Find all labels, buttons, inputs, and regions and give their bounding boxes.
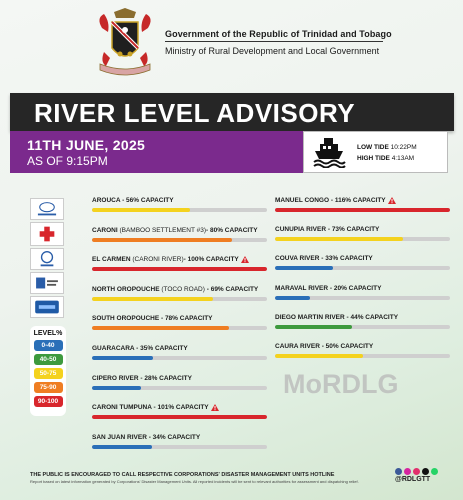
river-label [92, 226, 267, 235]
capacity-bar [275, 354, 363, 358]
odpm-logo [30, 248, 64, 270]
river-name: CARONI [92, 226, 118, 234]
river-name: CARONI TUMPUNA - 101% CAPACITY [92, 404, 209, 412]
river-label [92, 314, 267, 323]
capacity-track [92, 445, 267, 449]
legend-level-4: 90-100 [34, 396, 63, 407]
legend-level-2: 50-75 [34, 368, 63, 379]
advisory-date: 11TH JUNE, 2025 [27, 137, 146, 153]
river-item [92, 374, 267, 390]
high-tide-time: 4:13AM [391, 155, 415, 162]
river-item [92, 285, 267, 301]
river-item [275, 313, 450, 329]
works-transport-logo [30, 272, 64, 294]
capacity-bar [92, 267, 267, 271]
capacity-track [92, 415, 267, 419]
capacity-bar [92, 208, 190, 212]
river-item [92, 344, 267, 360]
river-label [92, 433, 267, 442]
capacity-bar [275, 237, 403, 241]
river-item [275, 284, 450, 300]
river-capacity: - 69% CAPACITY [204, 285, 259, 293]
capacity-track [275, 354, 450, 358]
river-label [92, 285, 267, 294]
river-name: CIPERO RIVER - 28% CAPACITY [92, 374, 192, 382]
capacity-track [92, 386, 267, 390]
legend-level-1: 40-50 [34, 354, 63, 365]
coat-of-arms-icon [94, 8, 156, 80]
header [0, 0, 463, 90]
capacity-track [275, 296, 450, 300]
river-label [275, 342, 450, 351]
capacity-bar [92, 238, 232, 242]
capacity-bar [275, 266, 333, 270]
capacity-bar [92, 386, 141, 390]
legend-title: LEVEL% [33, 330, 63, 337]
river-name: NORTH OROPOUCHE [92, 285, 160, 293]
capacity-track [92, 208, 267, 212]
river-name: CAURA RIVER - 50% CAPACITY [275, 343, 374, 350]
river-label [92, 374, 267, 383]
capacity-bar [92, 445, 152, 449]
river-item [92, 255, 267, 271]
low-tide-row [357, 144, 417, 151]
low-tide-time: 10:22PM [390, 144, 417, 151]
capacity-bar [92, 356, 153, 360]
river-label [92, 196, 267, 205]
capacity-track [92, 238, 267, 242]
river-label [275, 284, 450, 293]
river-label [92, 344, 267, 353]
ship-tide-icon [312, 136, 346, 168]
river-label [275, 313, 450, 322]
river-name: COUVA RIVER - 33% CAPACITY [275, 255, 373, 263]
advisory-banner [10, 93, 454, 131]
warning-triangle-icon [388, 197, 396, 204]
legend-level-0: 0-40 [34, 340, 63, 351]
red-cross-logo [30, 222, 64, 246]
river-item [275, 196, 450, 212]
capacity-track [92, 356, 267, 360]
footer-disclaimer: Report based on latest information generated by Corporations' Disaster Management Units. All reported incidents will be sent to relevant authorities for assessment and dispatching relief. [30, 479, 359, 484]
river-item [92, 403, 267, 419]
footer-hotline-notice: THE PUBLIC IS ENCOURAGED TO CALL RESPECTIVE CORPORATIONS' DISASTER MANAGEMENT UNITS HOTLINE [30, 472, 335, 478]
river-capacity: - 100% CAPACITY [183, 256, 239, 264]
instagram-icon[interactable] [404, 468, 411, 475]
river-label [275, 196, 450, 205]
river-item [92, 226, 267, 242]
river-location: (CARONI RIVER) [130, 256, 184, 264]
capacity-bar [275, 325, 352, 329]
river-name: MANUEL CONGO - 116% CAPACITY [275, 197, 386, 204]
river-name: DIEGO MARTIN RIVER - 44% CAPACITY [275, 313, 399, 321]
capacity-track [275, 266, 450, 270]
high-tide-label: HIGH TIDE [357, 155, 390, 162]
river-item [275, 254, 450, 270]
capacity-track [275, 325, 450, 329]
capacity-bar [275, 208, 450, 212]
river-label [275, 225, 450, 234]
watermark: MoRDLG [283, 369, 399, 399]
tide-panel [303, 131, 448, 173]
advisory-time: AS OF 9:15PM [27, 154, 108, 168]
legend-level-3: 75-90 [34, 382, 63, 393]
capacity-bar [275, 296, 310, 300]
river-name: SOUTH OROPOUCHE - 78% CAPACITY [92, 315, 213, 323]
warning-triangle-icon [211, 404, 219, 411]
river-item [92, 433, 267, 449]
river-capacity: - 80% CAPACITY [206, 226, 258, 234]
x-icon[interactable] [422, 468, 429, 475]
river-location: (TOCO ROAD) [159, 285, 205, 293]
river-location: (BAMBOO SETTLEMENT #3) [117, 226, 207, 234]
river-name: GUARACARA - 35% CAPACITY [92, 345, 188, 352]
date-panel [10, 131, 303, 173]
river-label [275, 254, 450, 263]
header-divider [165, 41, 383, 42]
social-handle: @RDLGTT [395, 476, 431, 483]
river-name: CUNUPIA RIVER - 73% CAPACITY [275, 226, 380, 234]
river-item [275, 225, 450, 241]
capacity-bar [92, 415, 267, 419]
footer [30, 472, 450, 484]
warning-triangle-icon [241, 256, 249, 263]
high-tide-row [357, 155, 414, 162]
capacity-track [92, 267, 267, 271]
level-legend [30, 326, 66, 416]
low-tide-label: LOW TIDE [357, 144, 389, 151]
ministry-title: Ministry of Rural Development and Local Government [165, 46, 380, 56]
youtube-icon[interactable] [413, 468, 420, 475]
capacity-bar [92, 297, 213, 301]
government-title: Government of the Republic of Trinidad and Tobago [165, 29, 392, 39]
river-name: EL CARMEN [92, 256, 131, 264]
river-name: MARAVAL RIVER - 20% CAPACITY [275, 284, 382, 292]
agency-logo [30, 296, 64, 318]
river-label [92, 255, 267, 264]
social-links [395, 468, 459, 483]
river-item [92, 314, 267, 330]
facebook-icon[interactable] [395, 468, 402, 475]
advisory-title: RIVER LEVEL ADVISORY [34, 98, 356, 128]
river-name: SAN JUAN RIVER - 34% CAPACITY [92, 433, 201, 441]
river-label [92, 403, 267, 412]
capacity-track [92, 326, 267, 330]
river-item [92, 196, 267, 212]
river-item [275, 342, 450, 358]
capacity-track [275, 208, 450, 212]
river-name: AROUCA - 56% CAPACITY [92, 197, 174, 204]
odpm-badge-logo [30, 198, 64, 220]
whatsapp-icon[interactable] [431, 468, 438, 475]
capacity-bar [92, 326, 229, 330]
capacity-track [275, 237, 450, 241]
capacity-track [92, 297, 267, 301]
agency-logos [30, 198, 64, 324]
